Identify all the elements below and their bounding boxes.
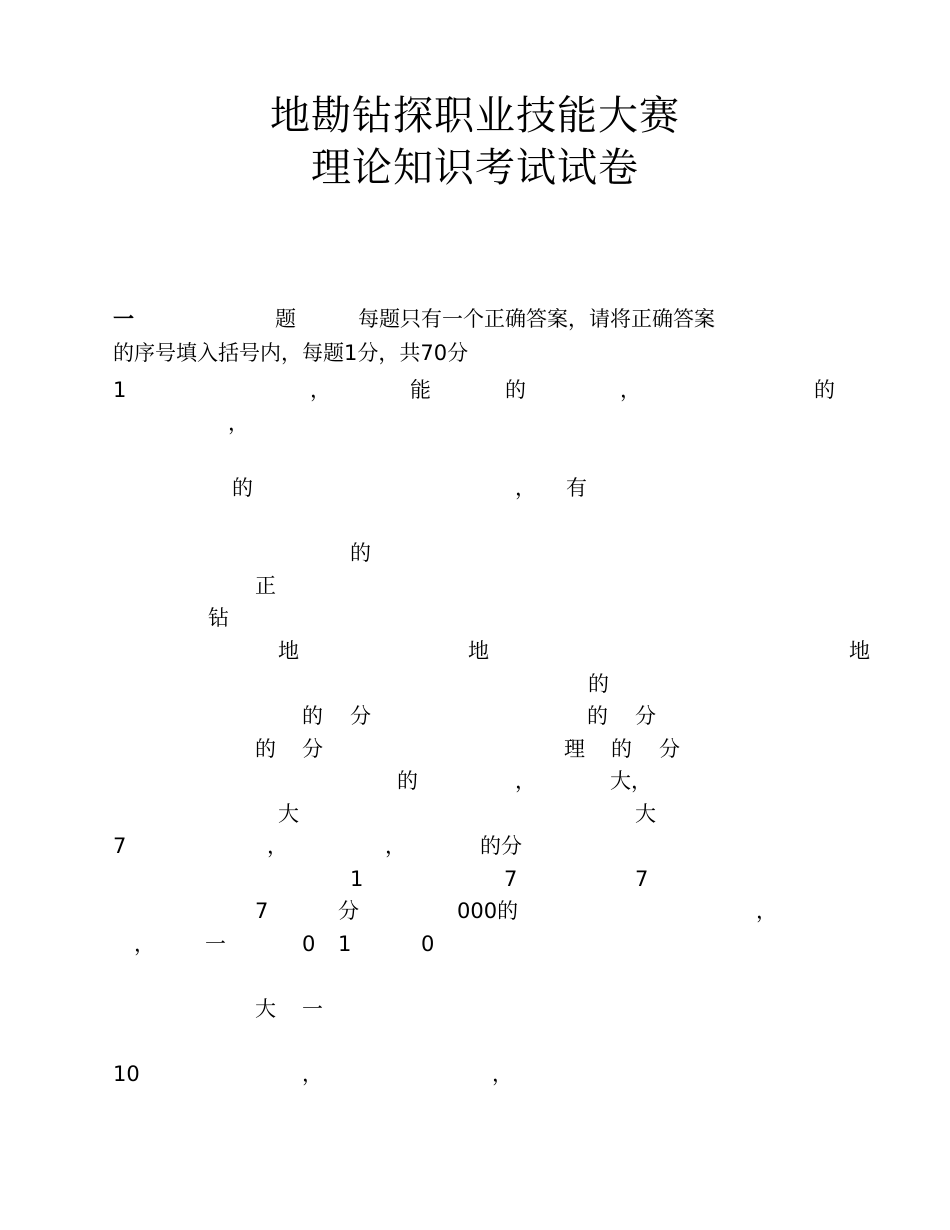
text-fragment: ， [515, 769, 536, 793]
text-fragment: ， [310, 378, 331, 402]
text-fragment: 的 [397, 769, 418, 793]
text-fragment: 的 [611, 737, 632, 761]
text-fragment: 1 [113, 378, 127, 402]
text-fragment: 大 [278, 802, 299, 826]
section-number: 一 [113, 307, 134, 331]
text-fragment: ， [134, 932, 155, 956]
text-fragment: 10 [113, 1062, 140, 1086]
text-fragment: 大 [255, 997, 276, 1021]
text-fragment: 分 [338, 899, 359, 923]
text-fragment: ， [267, 834, 288, 858]
text-fragment: 地 [468, 639, 489, 663]
text-fragment: ， [492, 1062, 513, 1086]
text-fragment: 一 [205, 932, 226, 956]
text-fragment: 能 [410, 378, 431, 402]
text-fragment: 的 [587, 704, 608, 728]
text-fragment: 地 [849, 639, 870, 663]
section-instruction-line-2: 的序号填入括号内，每题1分，共70分 [113, 341, 469, 365]
text-fragment: 分 [635, 704, 656, 728]
text-fragment: ， [620, 378, 641, 402]
text-fragment: 的 [350, 541, 371, 565]
text-fragment: ， [228, 411, 249, 435]
text-fragment: 1 [350, 867, 364, 891]
text-fragment: 的 [505, 378, 526, 402]
text-fragment: 7 [635, 867, 649, 891]
text-fragment: 0 [421, 932, 435, 956]
text-fragment: 000的 [457, 899, 519, 923]
text-fragment: 的 [232, 476, 253, 500]
text-fragment: 1 [338, 932, 352, 956]
text-fragment: 正 [255, 574, 276, 598]
text-fragment: 0 [302, 932, 316, 956]
section-instruction-line-1: 每题只有一个正确答案，请将正确答案 [358, 307, 715, 331]
text-fragment: 分 [302, 737, 323, 761]
text-fragment: 有 [566, 476, 587, 500]
document-title-line-2: 理论知识考试试卷 [311, 145, 639, 191]
text-fragment: 的 [302, 704, 323, 728]
text-fragment: ， [385, 834, 406, 858]
text-fragment: 的分 [480, 834, 522, 858]
text-fragment: 理 [564, 737, 585, 761]
text-fragment: 的 [588, 672, 609, 696]
text-fragment: 7 [504, 867, 518, 891]
text-fragment: 钻 [208, 606, 229, 630]
text-fragment: 大 [635, 802, 656, 826]
text-fragment: 分 [350, 704, 371, 728]
document-title-line-1: 地勘钻探职业技能大赛 [270, 93, 680, 139]
text-fragment: 7 [113, 834, 127, 858]
text-fragment: 的 [255, 737, 276, 761]
text-fragment: 大， [610, 769, 652, 793]
text-fragment: 一 [302, 997, 323, 1021]
text-fragment: 7 [255, 899, 269, 923]
text-fragment: 的 [814, 378, 835, 402]
text-fragment: ， [515, 476, 536, 500]
text-fragment: 分 [659, 737, 680, 761]
text-fragment: ， [756, 899, 777, 923]
text-fragment: 地 [278, 639, 299, 663]
section-heading-word: 题 [275, 307, 296, 331]
text-fragment: ， [302, 1062, 323, 1086]
